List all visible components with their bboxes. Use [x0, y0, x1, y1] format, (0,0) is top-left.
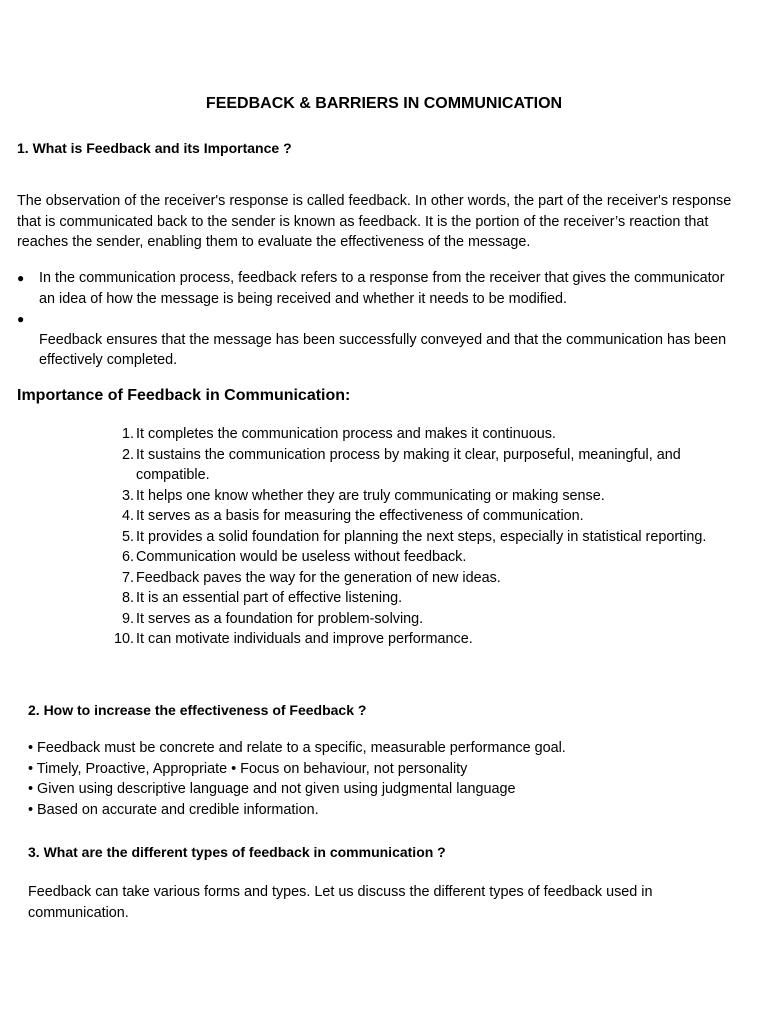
item-number: 9. — [121, 610, 134, 627]
importance-item — [110, 424, 750, 445]
item-text: Feedback paves the way for the generation of new ideas. — [136, 569, 501, 586]
item-text: It helps one know whether they are truly communicating or making sense. — [136, 487, 605, 504]
item-number: 5. — [121, 528, 134, 545]
item-number: 4. — [121, 508, 134, 524]
item-number: 2. — [121, 446, 134, 463]
importance-item — [110, 609, 750, 630]
importance-list — [110, 424, 750, 650]
section2-heading: 2. How to increase the effectiveness of Feedback ? — [28, 702, 367, 718]
section2-line: • Given using descriptive language and not given using judgmental language — [28, 781, 516, 797]
bullet-icon: ● — [17, 271, 25, 285]
section2-list — [28, 738, 748, 820]
item-text: It can motivate individuals and improve performance. — [136, 631, 473, 647]
document-title: FEEDBACK & BARRIERS IN COMMUNICATION — [205, 95, 563, 112]
importance-item — [110, 445, 750, 486]
importance-item — [110, 588, 750, 609]
section3-heading: 3. What are the different types of feedback in communication ? — [28, 844, 446, 860]
item-text: It provides a solid foundation for planning the next steps, especially in statistical reporting. — [136, 528, 707, 545]
bullet-text: In the communication process, feedback refers to a response from the receiver that gives the communicator an idea of how the message is being received and whether it needs to be modified. — [39, 270, 725, 307]
importance-heading: Importance of Feedback in Communication: — [17, 387, 351, 404]
item-number: 7. — [121, 569, 134, 586]
importance-item — [110, 486, 750, 507]
importance-item — [110, 506, 750, 527]
importance-item — [110, 527, 750, 548]
importance-item — [110, 629, 750, 650]
item-text: It serves as a basis for measuring the effectiveness of communication. — [136, 508, 584, 524]
item-number: 1. — [121, 426, 134, 442]
item-number: 10. — [113, 631, 134, 647]
item-text: Communication would be useless without feedback. — [136, 549, 467, 565]
item-text: It is an essential part of effective listening. — [136, 590, 403, 606]
section1-bullet-list — [17, 268, 737, 371]
item-text: It sustains the communication process by making it clear, purposeful, meaningful, and compatible. — [136, 446, 681, 483]
section1-paragraph: The observation of the receiver's response is called feedback. In other words, the part of the receiver's response that is communicated back to the sender is known as feedback. It is the portion of the receiver’s reaction that reaches the sender, enabling them to evaluate the effectiveness of the message. — [17, 193, 732, 250]
section3-paragraph: Feedback can take various forms and types. Let us discuss the different types of feedback used in communication. — [28, 884, 653, 921]
item-number: 6. — [121, 549, 134, 565]
importance-item — [110, 568, 750, 589]
section2-line: • Feedback must be concrete and relate to a specific, measurable performance goal. — [28, 740, 566, 756]
bullet-item-empty — [17, 309, 737, 330]
section2-line: • Based on accurate and credible information. — [28, 801, 319, 818]
item-number: 8. — [121, 590, 134, 606]
bullet-item — [17, 268, 737, 309]
item-text: It serves as a foundation for problem-solving. — [136, 610, 424, 627]
importance-item — [110, 547, 750, 568]
bullet-icon: ● — [17, 312, 25, 326]
item-text: It completes the communication process and makes it continuous. — [136, 426, 556, 442]
bullet-item-continued — [17, 330, 737, 371]
bullet-text: Feedback ensures that the message has been successfully conveyed and that the communication has been effectively completed. — [39, 331, 727, 368]
section2-line: • Timely, Proactive, Appropriate • Focus on behaviour, not personality — [28, 760, 468, 777]
item-number: 3. — [121, 487, 134, 504]
section1-heading: 1. What is Feedback and its Importance ? — [17, 140, 292, 156]
